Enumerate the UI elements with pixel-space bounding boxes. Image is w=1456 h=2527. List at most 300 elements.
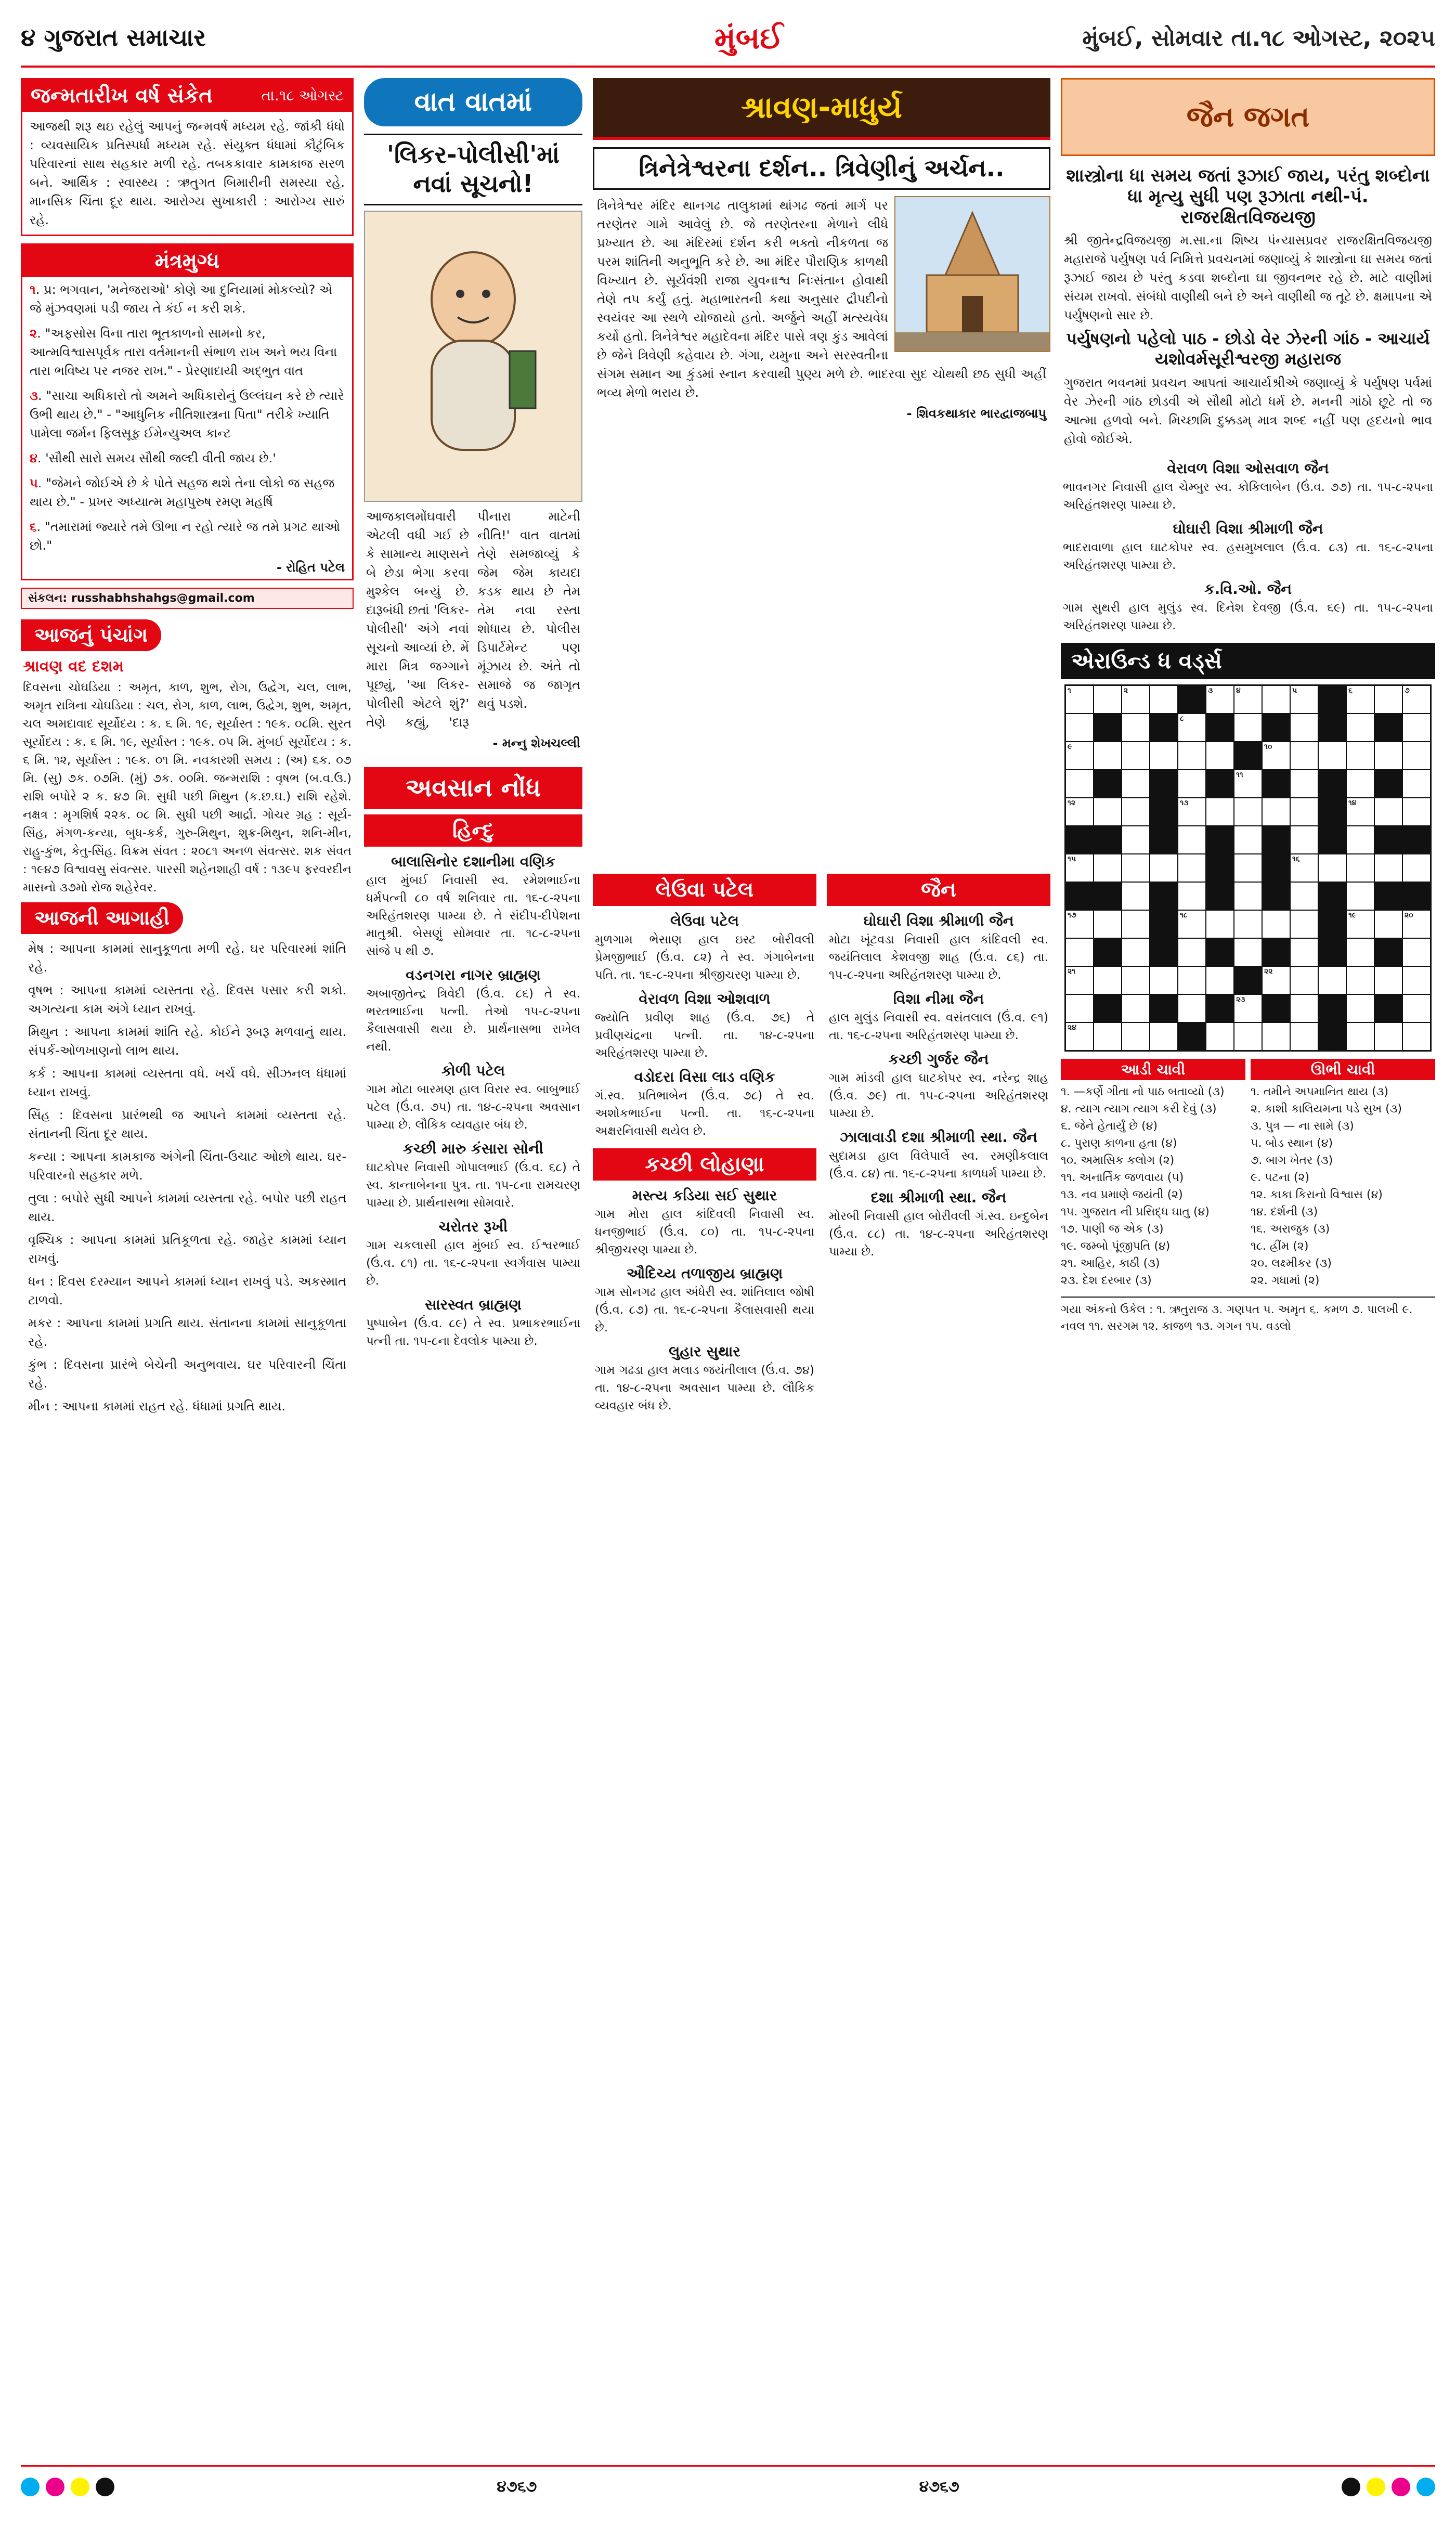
crossword-block [1319, 995, 1346, 1022]
crossword-block [1375, 995, 1402, 1022]
obit-text: સુદામડા હાલ વિલેપાર્લે સ્વ. રમણીકલાલ (ઉં.વ. ૮૪) તા. ૧૬-૮-૨૫ના કાળધર્મ પામ્યા છે. [829, 1149, 1048, 1181]
crossword-cell[interactable] [1319, 854, 1346, 882]
crossword-cell[interactable] [1094, 686, 1121, 713]
birthday-date: તા.૧૮ ઓગસ્ટ [261, 87, 344, 104]
rashi-item: કર્ક : આપના કામમાં વ્યસ્તતા વધે. ખર્ચ વધે. સીઝનલ ધંધામાં ધ્યાન રાખવું. [28, 1066, 346, 1099]
crossword-cell[interactable] [1066, 939, 1093, 966]
obit-text: ગામ ચકલાસી હાલ મુંબઈ સ્વ. ઈશ્વરભાઈ (ઉં.વ. ૮૧) તા. ૧૬-૮-૨૫ના સ્વર્ગવાસ પામ્યા છે. [366, 1239, 580, 1288]
clue: ૨૦. લક્ષ્મીકર (૩) [1251, 1257, 1332, 1270]
paper-name: ગુજરાત સમાચાર [44, 23, 206, 51]
crossword-cell[interactable] [1263, 742, 1290, 769]
cell-number: ૬ [1348, 686, 1353, 695]
crossword-cell[interactable] [1291, 911, 1318, 938]
crossword-block [1234, 742, 1262, 769]
crossword-cell[interactable] [1403, 939, 1430, 966]
crossword-cell[interactable] [1403, 911, 1430, 938]
obit-text: ગામ મોટા બારમણ હાલ વિરાર સ્વ. બાબુભાઈ પટેલ (ઉં.વ. ૭૫) તા. ૧૪-૮-૨૫ના અવસાન પામ્યા છે. લૌકિક વ્યવહાર બંધ છે. [366, 1083, 580, 1132]
contact-email[interactable]: russhabhshahgs@gmail.com [71, 592, 255, 605]
community-hindu: હિન્દુ [364, 814, 582, 847]
clue: ૬. જેને હેતાર્યું છે (૪) [1061, 1120, 1158, 1133]
crossword-cell[interactable] [1403, 686, 1430, 713]
date-line: મુંબઈ, સોમવાર તા.૧૮ ઓગસ્ટ, ૨૦૨૫ [1082, 24, 1435, 51]
crossword-cell[interactable] [1403, 967, 1430, 994]
crossword-cell[interactable] [1066, 742, 1093, 769]
crossword-cell[interactable] [1094, 854, 1121, 882]
obit-head: કચ્છી ગુર્જર જૈન [888, 1051, 989, 1068]
crossword-cell[interactable] [1066, 995, 1093, 1022]
clue: ૩. પુત્ર — ના સામે (૩) [1251, 1120, 1354, 1133]
quote-item: ૧. પ્ર: ભગવાન, 'મનેજરાઓ' કોણે આ દુનિયામાં મોકલ્યો? એ જે મુંઝવણમાં પડી જાય તે કંઈ ન કરી શકે. [30, 282, 333, 316]
shravan-text: ત્રિનેત્રેશ્વર મંદિર થાનગઢ તાલુકામાં થાંગઢ જતાં માર્ગ પર તરણેતર ગામે આવેલું છે. જે તરણેતરના મેળાને લીધે પ્રખ્યાત છે. આ મંદિરમાં દર્શન કરી ભક્તો નીકળતા જ પરમ શાંતિની અનુભૂતિ કરે છે. આ મંદિર પૌરાણિક કાળથી વિખ્યાત છે. સૂર્યવંશી રાજા યુવનાશ્વ નિઃસંતાન હોવાથી તેણે તપ કર્યું હતું. મહાભારતની કથા અનુસાર દ્રૌપદીનો સ્વયંવર આ સ્થળે યોજાયો હતો. અર્જુને અહીં મત્સ્યવેધ કર્યો હતો. ત્રિનેત્રેશ્વર મહાદેવના મંદિર પાસે ત્રણ કુંડ આવેલાં છે જેને ત્રિવેણી કહેવાય છે. ગંગા, યમુના અને સરસ્વતીના સંગમ સમાન આ કુંડમાં સ્નાન કરવાથી પુણ્ય મળે છે. ભાદરવા સુદ ચોથથી છઠ સુધી અહીં ભવ્ય મેળો ભરાય છે. [597, 198, 1046, 400]
crossword-cell[interactable] [1291, 883, 1318, 910]
rashi-item: વૃષભ : આપના કામમાં વ્યસ્તતા રહે. દિવસ પસાર કરી શકો. અગત્યના કામ અંગે ધ્યાન રાખવું. [28, 983, 346, 1016]
crossword-block [1319, 686, 1346, 713]
crossword-cell[interactable] [1347, 995, 1374, 1022]
crossword-cell[interactable] [1122, 686, 1149, 713]
crossword-cell[interactable] [1347, 826, 1374, 853]
crossword-block [1206, 854, 1233, 882]
jain-subheadline: પર્યુષણનો પહેલો પાઠ - છોડો વેર ઝેરની ગાંઠ - આચાર્ય યશોવર્મસૂરીશ્વરજી મહારાજ [1066, 329, 1430, 369]
rashi-item: મેષ : આપના કામમાં સાનુકૂળતા મળી રહે. ઘર પરિવારમાં શાંતિ રહે. [28, 941, 346, 975]
jain-text-2: ગુજરાત ભવનમાં પ્રવચન આપતાં આચાર્યશ્રીએ જણાવ્યું કે પર્યુષણ પર્વમાં વેર ઝેરની ગાંઠ છોડવી એ સૌથી મોટો ધર્મ છે. મનની ગાંઠો છૂટે તો જ આત્મા હળવો બને. મિચ્છામિ દુક્કડમ્ માત્ર શબ્દ નહીં પણ હૃદયનો ભાવ હોવો જોઈએ. [1064, 375, 1432, 446]
crossword-block [1403, 826, 1430, 853]
crossword-block [1375, 883, 1402, 910]
community-lohana: કચ્છી લોહાણા [593, 1148, 816, 1181]
cell-number: ૨૧ [1068, 967, 1076, 976]
obit-head: કોળી પટેલ [441, 1062, 505, 1079]
crossword-block [1234, 967, 1262, 994]
crossword-cell[interactable] [1291, 714, 1318, 741]
clue: ૧૨. કાકા કિરાનો વિશ્વાસ (૪) [1251, 1188, 1383, 1201]
crossword-block [1150, 883, 1177, 910]
crossword-block [1066, 883, 1093, 910]
cell-number: ૯ [1068, 743, 1072, 751]
crossword-block [1150, 770, 1177, 797]
crossword-block [1319, 1023, 1346, 1050]
crossword-block [1319, 939, 1346, 966]
jain-text: શ્રી જીતેન્દ્રવિજયજી મ.સા.ના શિષ્ય પંન્યાસપ્રવર રાજરક્ષિતવિજયજી મહારાજે પર્યુષણ પર્વ નિમિત્તે પ્રવચનમાં જણાવ્યું કે શાસ્ત્રોના ઘા સમય જતાં રૂઝાઈ જાય છે પરંતુ કડવા શબ્દોના ઘા જીવનભર રહે છે. માટે વાણીમાં સંયમ રાખવો. સંબંધો વાણીથી બને છે અને વાણીથી જ તૂટે છે. ક્ષમાપના એ પર્યુષણનો સાર છે. [1064, 233, 1432, 322]
mantramugdh-signature: - રોહિત પટેલ [276, 560, 345, 575]
cell-number: ૮ [1180, 715, 1184, 723]
crossword-cell[interactable] [1347, 798, 1374, 825]
crossword-cell[interactable] [1291, 826, 1318, 853]
obit-text: ગામ માંડવી હાલ ઘાટકોપર સ્વ. નરેન્દ્ર શાહ (ઉં.વ. ૭૯) તા. ૧૫-૮-૨૫ના અરિહંતશરણ પામ્યા છે. [829, 1071, 1048, 1120]
crossword-cell[interactable] [1150, 742, 1177, 769]
clue: ૧. —કર્ણે ગીતા નો પાઠ બતાવ્યો (૩) [1061, 1085, 1225, 1098]
black-dot-icon [1342, 2478, 1360, 2496]
obit-head: ઔદિચ્ય તળાજીય બ્રાહ્મણ [626, 1265, 783, 1282]
panchang-title: આજનું પંચાંગ [21, 619, 161, 651]
clue: ૧૭. પાણી જ એક (૩) [1061, 1223, 1164, 1236]
crossword-cell[interactable] [1263, 798, 1290, 825]
crossword-block [1206, 883, 1233, 910]
clue: ૧૦. અમાસિક કલોગ (૨) [1061, 1154, 1175, 1167]
crossword-cell[interactable] [1150, 1023, 1177, 1050]
rashi-item: કન્યા : આપના કામકાજ અંગેની ચિંતા-ઉચાટ ઓછો થાય. ઘર-પરિવારનો સહકાર મળે. [28, 1149, 346, 1183]
vat-headline: 'લિકર-પોલીસી'માં નવાં સૂચનો! [364, 134, 582, 205]
crossword-cell[interactable] [1234, 854, 1262, 882]
crossword-block [1206, 826, 1233, 853]
across-clues [1061, 1059, 1245, 1289]
crossword-cell[interactable] [1066, 798, 1093, 825]
column-shravan [593, 78, 1050, 2455]
obit-head: વેરાવળ વિશા ઓશવાળ [639, 990, 771, 1007]
obit-text: ભાવનગર નિવાસી હાલ ચેમ્બુર સ્વ. કોકિલાબેન (ઉં.વ. ૭૭) તા. ૧૫-૮-૨૫ના અરિહંતશરણ પામ્યા છે. [1063, 481, 1433, 512]
panchang-section [21, 616, 354, 899]
crossword-cell[interactable] [1094, 798, 1121, 825]
crossword-cell[interactable] [1234, 995, 1262, 1022]
crossword-block [1263, 714, 1290, 741]
crossword-cell[interactable] [1122, 798, 1149, 825]
crossword-title: એરાઉન્ડ ધ વર્ડ્સ [1061, 643, 1435, 679]
crossword-cell[interactable] [1403, 770, 1430, 797]
temple-photo [894, 196, 1050, 352]
obit-text: હાલ મુલુંડ નિવાસી સ્વ. વસંતલાલ (ઉં.વ. ૯૧) તા. ૧૬-૮-૨૫ના અરિહંતશરણ પામ્યા છે. [829, 1011, 1048, 1042]
crossword-block [1150, 939, 1177, 966]
crossword-cell[interactable] [1263, 911, 1290, 938]
crossword-cell[interactable] [1347, 714, 1374, 741]
down-clues [1251, 1059, 1435, 1289]
cell-number: ૫ [1292, 686, 1297, 695]
crossword-cell[interactable] [1122, 742, 1149, 769]
obit-text: હાલ મુંબઈ નિવાસી સ્વ. રમેશભાઈના ધર્મપત્ની ૮૦ વર્ષ શનિવાર તા. ૧૬-૮-૨૫ના અરિહંતશરણ પામ્યા છે. તે સંદીપ-દીપેશના માતુશ્રી. બેસણું સોમવાર તા. ૧૮-૮-૨૫ના સાંજે ૫ થી ૭. [366, 874, 580, 958]
crossword-block [1263, 995, 1290, 1022]
crossword-cell[interactable] [1291, 742, 1318, 769]
obit-column-3 [827, 869, 1050, 2455]
crossword-cell[interactable] [1347, 1023, 1374, 1050]
crossword-cell[interactable] [1178, 854, 1205, 882]
crossword-block [1375, 714, 1402, 741]
jain-banner-title: જૈન જગત [1186, 100, 1310, 133]
clue: ૨૩. દેશ દરબાર (૩) [1061, 1274, 1152, 1287]
crossword-cell[interactable] [1178, 967, 1205, 994]
crossword-cell[interactable] [1066, 1023, 1093, 1050]
crossword-cell[interactable] [1403, 742, 1430, 769]
cell-number: ૧૧ [1236, 771, 1243, 779]
cell-number: ૧૦ [1264, 743, 1272, 751]
crossword-block [1375, 770, 1402, 797]
crossword-block [1094, 714, 1121, 741]
contact-email-line: સંકલન: russhabhshahgs@gmail.com [21, 588, 354, 609]
crossword-cell[interactable] [1178, 911, 1205, 938]
crossword-cell[interactable] [1066, 714, 1093, 741]
crossword-cell[interactable] [1319, 967, 1346, 994]
crossword-cell[interactable] [1291, 798, 1318, 825]
rashi-item: કુંભ : દિવસના પ્રારંભે બેચેની અનુભવાય. ઘર પરિવારની ચિંતા રહે. [28, 1357, 346, 1391]
crossword-cell[interactable] [1206, 798, 1233, 825]
crossword-block [1263, 939, 1290, 966]
crossword-cell[interactable] [1347, 911, 1374, 938]
crossword-cell[interactable] [1263, 686, 1290, 713]
crossword-cell[interactable] [1234, 770, 1262, 797]
crossword-cell[interactable] [1319, 742, 1346, 769]
crossword-cell[interactable] [1375, 1023, 1402, 1050]
crossword-cell[interactable] [1122, 911, 1149, 938]
community-patel: લેઉવા પટેલ [593, 874, 816, 906]
crossword-cell[interactable] [1178, 826, 1205, 853]
city-heading: મુંબઈ [714, 20, 784, 56]
crossword-cell[interactable] [1122, 995, 1149, 1022]
quote-item: ૬. "તમારામાં જ્યારે તમે ઊભા ન રહો ત્યારે જ તમે પ્રગટ થાઓ છો." [30, 520, 341, 553]
crossword-cell[interactable] [1122, 939, 1149, 966]
cell-number: ૧૭ [1068, 911, 1076, 919]
clue: ૧૫. ગુજરાત ની પ્રસિદ્ધ ઘાતુ (૪) [1061, 1206, 1210, 1219]
obit-head: વડનગરા નાગર બ્રાહ્મણ [406, 966, 541, 983]
crossword-cell[interactable] [1375, 742, 1402, 769]
forecast-title: આજની આગાહી [21, 902, 183, 934]
crossword-cell[interactable] [1403, 798, 1430, 825]
rashi-item: સિંહ : દિવસના પ્રારંભથી જ આપને કામમાં વ્યસ્તતા રહે. સંતાનની ચિંતા દૂર થાય. [28, 1108, 346, 1141]
obit-head: લુહાર સુથાર [669, 1343, 740, 1360]
cyan-dot-icon [1416, 2478, 1435, 2496]
obit-head: વડોદરા વિસા લાડ વણિક [634, 1068, 775, 1085]
crossword-answers: ગયા અંકનો ઉકેલ : ૧. ઋતુરાજ ૩. ગણપત ૫. અમૃત ૬. કમળ ૭. પાલખી ૯. નવલ ૧૧. સરગમ ૧૨. કાજળ ૧૩. ગગન ૧૫. વડલો [1061, 1297, 1435, 1335]
crossword-cell[interactable] [1122, 883, 1149, 910]
registration-marks-right [1342, 2478, 1435, 2496]
shravan-band: શ્રાવણ-માધુર્ય [593, 78, 1050, 140]
rashi-item: ધન : દિવસ દરમ્યાન આપને કામમાં ધ્યાન રાખવું પડે. અકસ્માત ટાળવો. [28, 1274, 346, 1307]
crossword-cell[interactable] [1263, 1023, 1290, 1050]
crossword-block [1375, 826, 1402, 853]
crossword-cell[interactable] [1375, 854, 1402, 882]
crossword-cell[interactable] [1122, 770, 1149, 797]
cell-number: ૩ [1208, 686, 1213, 695]
clue: ૧૬. અરાજુક (૩) [1251, 1223, 1330, 1236]
cartoon-icon [374, 221, 572, 491]
crossword-cell[interactable] [1206, 967, 1233, 994]
footer-marker: ૪૭૬૭ [497, 2478, 537, 2496]
temple-icon [895, 197, 1049, 351]
obit-text: ભાદરાવાળા હાલ ઘાટકોપર સ્વ. હસમુખલાલ (ઉં.વ. ૮૩) તા. ૧૬-૮-૨૫ના અરિહંતશરણ પામ્યા છે. [1063, 541, 1433, 572]
crossword-block [1206, 714, 1233, 741]
crossword-cell[interactable] [1066, 854, 1093, 882]
obit-head: દશા શ્રીમાળી સ્થા. જૈન [870, 1189, 1007, 1206]
cell-number: ૨૪ [1068, 1023, 1076, 1032]
crossword-cell[interactable] [1234, 826, 1262, 853]
clue: ૧૩. નવ પ્રમાણે જયંતી (૨) [1061, 1188, 1183, 1201]
rashi-item: તુલા : બપોરે સુધી આપને કામમાં વ્યસ્તતા રહે. બપોર પછી રાહત થાય. [28, 1191, 346, 1224]
crossword-block [1150, 911, 1177, 938]
clue: ૫. બોડ સ્થાન (૪) [1251, 1137, 1333, 1150]
crossword-cell[interactable] [1178, 883, 1205, 910]
crossword-cell[interactable] [1234, 1023, 1262, 1050]
crossword-cell[interactable] [1122, 826, 1149, 853]
crossword-cell[interactable] [1375, 967, 1402, 994]
mantramugdh-title: મંત્રમુગ્ધ [154, 249, 220, 273]
across-title: આડી ચાવી [1061, 1059, 1245, 1080]
crossword-cell[interactable] [1347, 854, 1374, 882]
crossword-cell[interactable] [1066, 770, 1093, 797]
crossword-cell[interactable] [1066, 911, 1093, 938]
shravan-headline: ત્રિનેત્રેશ્વરના દર્શન.. ત્રિવેણીનું અર્ચન.. [593, 147, 1050, 190]
crossword-cell[interactable] [1234, 798, 1262, 825]
crossword-cell[interactable] [1347, 883, 1374, 910]
crossword-cell[interactable] [1178, 770, 1205, 797]
quote-item: ૩. "સાચા અધિકારો તો અમને અધિકારોનું ઉલ્લંઘન કરે છે ત્યારે ઉભી થાય છે." - "આધુનિક નીતિશાસ્ત્રના પિતા" તરીકે ખ્યાતિ પામેલા જર્મન ફિલસૂફ ઈમેન્યુઅલ કાન્ટ [30, 388, 344, 440]
crossword-cell[interactable] [1094, 742, 1121, 769]
obit-text: ગામ સુથરી હાલ મુલુંડ સ્વ. દિનેશ દેવજી (ઉં.વ. ૬૯) તા. ૧૫-૮-૨૫ના અરિહંતશરણ પામ્યા છે. [1063, 601, 1433, 632]
crossword-cell[interactable] [1291, 686, 1318, 713]
down-title: ઊભી ચાવી [1251, 1059, 1435, 1080]
obit-text: ગામ ગઢડા હાલ મલાડ જયંતીલાલ (ઉં.વ. ૭૪) તા. ૧૪-૮-૨૫ના અવસાન પામ્યા છે. લૌકિક વ્યવહાર બંધ છે. [595, 1364, 814, 1412]
crossword-cell[interactable] [1178, 742, 1205, 769]
masthead [21, 10, 1435, 68]
crossword-cell[interactable] [1403, 995, 1430, 1022]
crossword-cell[interactable] [1150, 967, 1177, 994]
clue: ૧૯. જમ્બો પૂંજીપતિ (૪) [1061, 1240, 1171, 1253]
crossword-cell[interactable] [1122, 967, 1149, 994]
cell-number: ૧૫ [1068, 855, 1076, 863]
obit-head: બાલાસિનોર દશાનીમા વણિક [391, 853, 555, 870]
crossword-cell[interactable] [1347, 939, 1374, 966]
cartoon-illustration [364, 211, 582, 502]
page-number: ૪ [21, 23, 36, 51]
column-vat [364, 78, 582, 2455]
crossword-block [1150, 714, 1177, 741]
crossword-block [1150, 826, 1177, 853]
obit-head: મસ્ત્ય કડિયા સઈ સુથાર [632, 1187, 777, 1204]
cell-number: ૧૯ [1348, 911, 1357, 919]
obituary-band: અવસાન નોંધ [364, 767, 582, 809]
obit-column-2 [593, 869, 816, 2455]
crossword-cell[interactable] [1178, 714, 1205, 741]
column-jain [1061, 78, 1435, 2455]
column-left [21, 78, 354, 2455]
yellow-dot-icon [71, 2478, 89, 2496]
crossword-cell[interactable] [1206, 1023, 1233, 1050]
crossword-block [1319, 911, 1346, 938]
crossword-block [1206, 939, 1233, 966]
shravan-article [593, 196, 1050, 425]
crossword-cell[interactable] [1291, 854, 1318, 882]
cyan-dot-icon [21, 2478, 40, 2496]
crossword-cell[interactable] [1347, 770, 1374, 797]
obit-head: વેરાવળ વિશા ઓસવાળ જૈન [1167, 460, 1329, 477]
crossword-clues [1061, 1059, 1435, 1289]
clue: ૪. ત્યાગ ત્યાગ ત્યાગ કરી દેવું (૩) [1061, 1103, 1217, 1116]
crossword-cell[interactable] [1206, 742, 1233, 769]
birthday-title: જન્મતારીખ વર્ષ સંકેત [31, 84, 213, 108]
panchang-tithi: શ્રાવણ વદ દશમ [23, 657, 124, 676]
crossword-block [1263, 826, 1290, 853]
crossword-cell[interactable] [1150, 854, 1177, 882]
birthday-text: આજથી શરૂ થઇ રહેલું આપનું જન્મવર્ષ મધ્યમ રહે. જાંકી ધંધો : વ્યવસાયિક પ્રતિસ્પર્ધા મધ્યમ રહે. સંયુક્ત ધંધામાં કૌટુંબિક પરિવારનાં સાથ સહકાર મળી રહે. તબકકાવાર કામકાજ સરળ બને. આર્થિક : સ્વાસ્થ્ય : ઋતુગત બિમારીની સમસ્યા રહે. માનસિક ચિંતા દૂર થાય. આરોગ્ય સુખાકારી : આરોગ્ય સારું રહે. [30, 119, 345, 227]
crossword-cell[interactable] [1291, 770, 1318, 797]
crossword-cell[interactable] [1122, 714, 1149, 741]
crossword-cell[interactable] [1375, 686, 1402, 713]
crossword-block [1319, 883, 1346, 910]
crossword-cell[interactable] [1178, 939, 1205, 966]
crossword-cell[interactable] [1122, 854, 1149, 882]
obit-head: ક.વિ.ઓ. જૈન [1204, 580, 1292, 598]
quote-item: ૪. 'સૌથી સારો સમય સૌથી જલ્દી વીતી જાય છે.' [30, 451, 276, 465]
crossword-block [1094, 826, 1121, 853]
obit-text: જ્યોતિ પ્રવીણ શાહ (ઉં.વ. ૭૬) તે પ્રવીણચંદ્રના પત્ની. તા. ૧૪-૮-૨૫ના અરિહંતશરણ પામ્યા છે. [595, 1011, 814, 1060]
clue: ૧૮. હ્રીંમ (૨) [1251, 1240, 1309, 1253]
cell-number: ૧૩ [1180, 799, 1189, 807]
crossword-cell[interactable] [1178, 995, 1205, 1022]
obit-text: ગામ મોરા હાલ કાંદિવલી નિવાસી સ્વ. ધનજીભાઈ (ઉં.વ. ૮૦) તા. ૧૫-૮-૨૫ના શ્રીજીચરણ પામ્યા છે. [595, 1208, 814, 1256]
crossword-block [1319, 770, 1346, 797]
crossword-cell[interactable] [1206, 911, 1233, 938]
crossword-cell[interactable] [1234, 686, 1262, 713]
vat-text: આજકાલમોંઘવારી એટલી વધી ગઈ છે કે સામાન્ય માણસને બે છેડા ભેગા કરવા મુશ્કેલ બન્યું છે. દારૂબંધી છતાં 'લિકર-પોલીસી' અંગે નવાં સૂચનો આવ્યાં છે. મેં મારા મિત્ર જગ્ગાને પૂછ્યું, 'આ લિકર-પોલીસી એટલે શું?' તેણે કહ્યું, 'દારૂ પીનારા માટેની નીતિ!' વાત વાતમાં તેણે સમજાવ્યું કે જેમ જેમ કાયદા કડક થાય છે તેમ તેમ નવા રસ્તા શોધાય છે. પોલીસ ડિપાર્ટમેન્ટ પણ મૂંઝાય છે. અંતે તો સમાજે જ જાગૃત થવું પડશે. [366, 509, 580, 730]
crossword-cell[interactable] [1234, 911, 1262, 938]
page-footer [21, 2465, 1435, 2507]
crossword-cell[interactable] [1066, 967, 1093, 994]
clue: ૯. પટના (૨) [1251, 1171, 1309, 1184]
obit-head: વિશા નીમા જૈન [893, 990, 984, 1007]
clue: ૧૪. દર્શની (૩) [1251, 1206, 1318, 1219]
crossword-block [1150, 798, 1177, 825]
crossword-cell[interactable] [1234, 939, 1262, 966]
crossword-block [1206, 770, 1233, 797]
clue: ૭. બાગ ખેતર (૩) [1251, 1154, 1333, 1167]
jain-banner [1061, 78, 1435, 156]
crossword-cell[interactable] [1347, 742, 1374, 769]
crossword-cell[interactable] [1234, 714, 1262, 741]
crossword-cell[interactable] [1347, 967, 1374, 994]
crossword-cell[interactable] [1347, 686, 1374, 713]
crossword-cell[interactable] [1403, 1023, 1430, 1050]
obit-text: મોટા ખૂંટવડા નિવાસી હાલ કાંદિવલી સ્વ. જયંતિલાલ કેશવજી શાહ (ઉં.વ. ૮૬) તા. ૧૫-૮-૨૫ના અરિહંતશરણ પામ્યા છે. [829, 933, 1048, 982]
cell-number: ૧૪ [1348, 799, 1357, 807]
crossword-cell[interactable] [1375, 911, 1402, 938]
crossword-cell[interactable] [1122, 1023, 1149, 1050]
obit-head: લેઉવા પટેલ [670, 912, 739, 929]
crossword-cell[interactable] [1375, 798, 1402, 825]
crossword-block [1319, 826, 1346, 853]
obit-text: ઘાટકોપર નિવાસી ગોપાલભાઈ (ઉં.વ. ૬૮) તે સ્વ. કાન્તાબેનના પુત્ર. તા. ૧૫-૮ના રામચરણ પામ્યા છે. પ્રાર્થનાસભા સોમવારે. [366, 1161, 580, 1210]
crossword-cell[interactable] [1291, 995, 1318, 1022]
crossword-cell[interactable] [1291, 939, 1318, 966]
crossword-cell[interactable] [1066, 686, 1093, 713]
shravan-signature: - શિવકથાકાર ભારદ્વાજબાપુ [906, 406, 1046, 421]
crossword-cell[interactable] [1094, 967, 1121, 994]
obit-head: ચરોતર રૂખી [438, 1218, 508, 1235]
crossword-cell[interactable] [1094, 1023, 1121, 1050]
crossword-block [1094, 995, 1121, 1022]
quote-item: ૨. "અફસોસ વિના તારા ભૂતકાળનો સામનો કર, આત્મવિશ્વાસપૂર્વક તારા વર્તમાનની સંભાળ રાખ અને ભય વિના તારા ભવિષ્ય પર નજર રાખ." - પ્રેરણાદાયી અદ્ભુત વાત [30, 326, 337, 378]
rashi-item: મકર : આપના કામમાં પ્રગતિ થાય. સંતાનના કામમાં સાનુકૂળતા રહે. [28, 1316, 346, 1349]
rashi-item: મિથુન : આપના કામમાં શાંતિ રહે. કોઈને રૂબરૂ મળવાનું થાય. સંપર્ક-ઓળખાણનો લાભ થાય. [28, 1025, 346, 1058]
mantramugdh-box [21, 243, 354, 580]
crossword-block [1178, 1023, 1205, 1050]
clue: ૧૧. અનાર્તિક જળવાય (૫) [1061, 1171, 1184, 1184]
crossword-cell[interactable] [1291, 1023, 1318, 1050]
obit-head: ઘોઘારી વિશા શ્રીમાળી જૈન [1173, 520, 1323, 537]
crossword-cell[interactable] [1263, 967, 1290, 994]
crossword-cell[interactable] [1178, 798, 1205, 825]
clue: ૨૨. ગધામાં (૨) [1251, 1274, 1320, 1287]
crossword-cell[interactable] [1403, 714, 1430, 741]
crossword-cell[interactable] [1403, 854, 1430, 882]
crossword-block [1319, 714, 1346, 741]
crossword-cell[interactable] [1291, 967, 1318, 994]
birthday-box [21, 78, 354, 236]
crossword-block [1263, 854, 1290, 882]
crossword-cell[interactable] [1206, 686, 1233, 713]
crossword-block [1375, 939, 1402, 966]
crossword-cell[interactable] [1094, 911, 1121, 938]
yellow-dot-icon [1367, 2478, 1385, 2496]
crossword-cell[interactable] [1150, 686, 1177, 713]
crossword-cell[interactable] [1234, 883, 1262, 910]
vat-signature: - મન્નુ શેખચલ્લી [492, 736, 580, 750]
clue: ૧. તમીને અપમાનિત થાય (૩) [1251, 1085, 1389, 1098]
crossword-block [1319, 798, 1346, 825]
cell-number: ૧૮ [1180, 911, 1188, 919]
